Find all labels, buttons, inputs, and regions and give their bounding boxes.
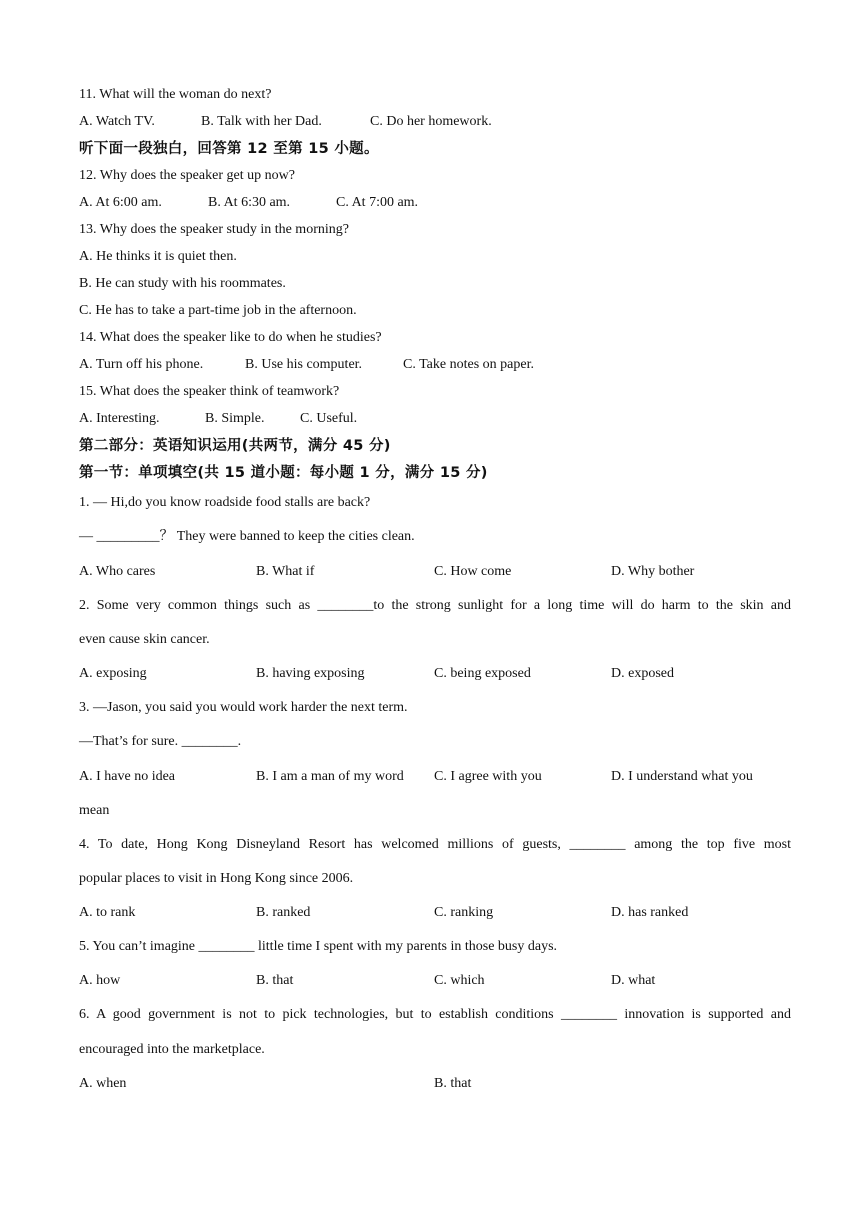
grammar-q6-line1: 6. A good government is not to pick technologies, but to establish conditions ________ innovation is supported and: [79, 1007, 791, 1022]
grammar-q3-option-d-continued: mean: [79, 803, 110, 818]
grammar-q5-line1: 5. You can’t imagine ________ little time I spent with my parents in those busy days.: [79, 939, 558, 954]
question-12-option-b: B. At 6:30 am.: [208, 195, 291, 210]
question-12-option-a: A. At 6:00 am.: [79, 195, 162, 210]
grammar-q3-option-c: C. I agree with you: [434, 769, 542, 784]
grammar-q4-option-b: B. ranked: [256, 905, 311, 920]
grammar-q1-option-b: B. What if: [256, 564, 315, 579]
grammar-q2-line1: 2. Some very common things such as ________to the strong sunlight for a long time will do harm to the skin and: [79, 598, 791, 613]
grammar-q1-option-d: D. Why bother: [611, 564, 695, 579]
question-14-stem: 14. What does the speaker like to do when he studies?: [79, 330, 382, 345]
grammar-q4-line2: popular places to visit in Hong Kong since 2006.: [79, 871, 354, 886]
question-15-option-b: B. Simple.: [205, 411, 265, 426]
question-14-option-a: A. Turn off his phone.: [79, 357, 204, 372]
question-12-option-c: C. At 7:00 am.: [336, 195, 419, 210]
question-11-option-a: A. Watch TV.: [79, 114, 155, 129]
grammar-q1-line1: 1. — Hi,do you know roadside food stalls are back?: [79, 495, 371, 510]
question-11-stem: 11. What will the woman do next?: [79, 87, 272, 102]
grammar-q5-option-a: A. how: [79, 973, 121, 988]
grammar-q5-option-d: D. what: [611, 973, 656, 988]
question-15-stem: 15. What does the speaker think of teamwork?: [79, 384, 340, 399]
grammar-q2-option-c: C. being exposed: [434, 666, 531, 681]
grammar-q6-option-a: A. when: [79, 1076, 127, 1091]
grammar-q4-line1: 4. To date, Hong Kong Disneyland Resort has welcomed millions of guests, ________ among the top five most: [79, 837, 791, 852]
grammar-q2-line2: even cause skin cancer.: [79, 632, 210, 647]
grammar-q3-option-a: A. I have no idea: [79, 769, 176, 784]
question-15-option-a: A. Interesting.: [79, 411, 160, 426]
grammar-q2-option-a: A. exposing: [79, 666, 147, 681]
grammar-q4-option-d: D. has ranked: [611, 905, 689, 920]
grammar-q5-option-c: C. which: [434, 973, 485, 988]
grammar-q4-option-a: A. to rank: [79, 905, 136, 920]
grammar-q2-option-b: B. having exposing: [256, 666, 365, 681]
grammar-q4-option-c: C. ranking: [434, 905, 494, 920]
question-13-stem: 13. Why does the speaker study in the morning?: [79, 222, 349, 237]
question-13-option-b: B. He can study with his roommates.: [79, 276, 286, 291]
grammar-q2-option-d: D. exposed: [611, 666, 674, 681]
question-14-option-c: C. Take notes on paper.: [403, 357, 534, 372]
question-11-option-b: B. Talk with her Dad.: [201, 114, 322, 129]
grammar-q6-line2: encouraged into the marketplace.: [79, 1042, 265, 1057]
grammar-q3-option-d: D. I understand what you: [611, 769, 753, 784]
section1-heading: 第一节：单项填空(共 15 道小题：每小题 1 分，满分 15 分): [79, 465, 488, 481]
listening-instruction: 听下面一段独白，回答第 12 至第 15 小题。: [79, 141, 379, 157]
question-14-option-b: B. Use his computer.: [245, 357, 363, 372]
grammar-q3-line2: —That’s for sure. ________.: [79, 734, 242, 749]
question-11-option-c: C. Do her homework.: [370, 114, 492, 129]
part2-heading: 第二部分：英语知识运用(共两节，满分 45 分): [79, 438, 391, 454]
question-13-option-c: C. He has to take a part-time job in the afternoon.: [79, 303, 357, 318]
grammar-q3-line1: 3. —Jason, you said you would work harder the next term.: [79, 700, 408, 715]
grammar-q6-option-b: B. that: [434, 1076, 472, 1091]
grammar-q1-option-c: C. How come: [434, 564, 512, 579]
question-15-option-c: C. Useful.: [300, 411, 358, 426]
grammar-q5-option-b: B. that: [256, 973, 294, 988]
grammar-q3-option-b: B. I am a man of my word: [256, 769, 404, 784]
grammar-q1-line2: — _________？ They were banned to keep the cities clean.: [79, 529, 415, 544]
grammar-q1-option-a: A. Who cares: [79, 564, 156, 579]
question-13-option-a: A. He thinks it is quiet then.: [79, 249, 237, 264]
question-12-stem: 12. Why does the speaker get up now?: [79, 168, 295, 183]
